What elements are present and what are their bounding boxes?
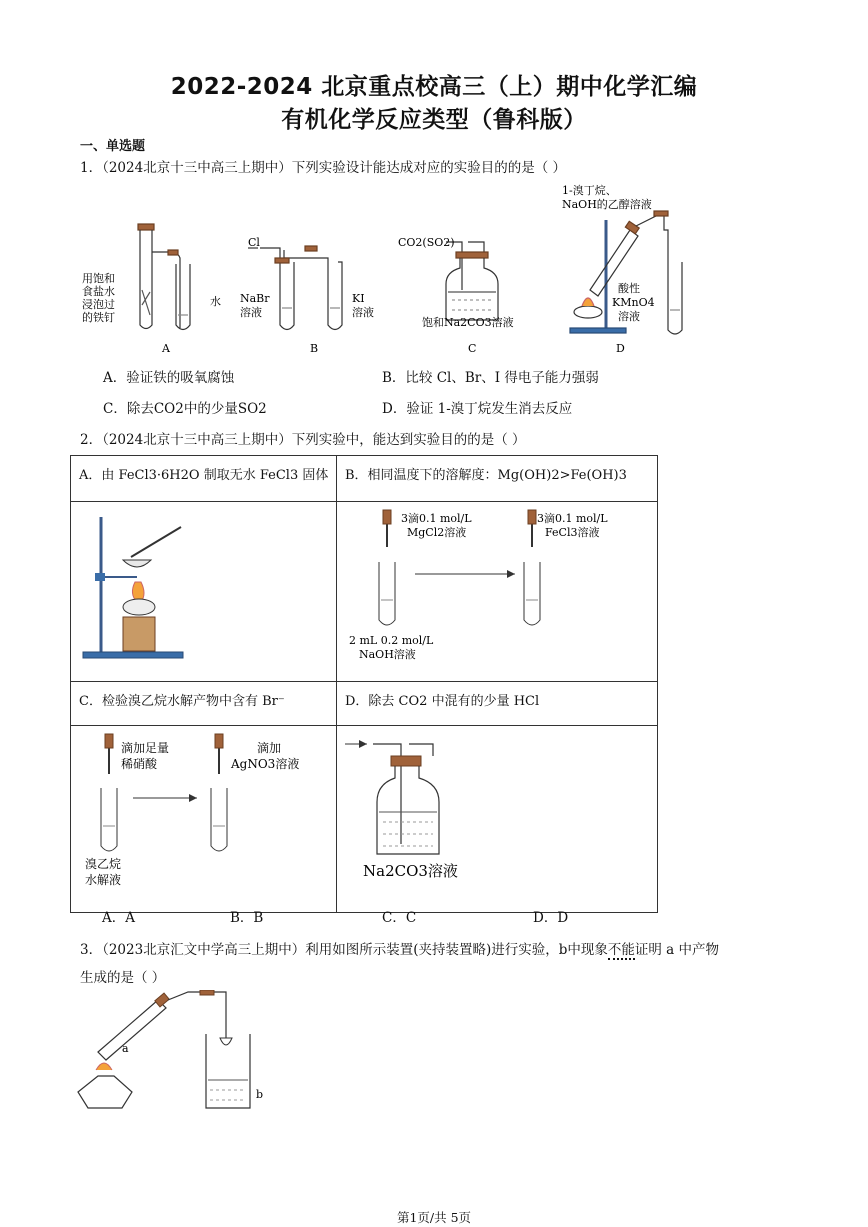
cell-b-text: B．相同温度下的溶解度：Mg(OH)2>Fe(OH)3 <box>345 468 627 483</box>
question-2-stem: 2．（2024北京十三中高三上期中）下列实验中，能达到实验目的的是（ ） <box>80 432 526 448</box>
cell-c-text: C．检验溴乙烷水解产物中含有 Br⁻ <box>79 694 285 709</box>
c-tube-line1: 溴乙烷 <box>85 857 122 871</box>
cell-c-figure <box>71 726 337 913</box>
cell-a-figure <box>71 502 337 682</box>
q2-answer-b[interactable]: B．B <box>230 910 264 926</box>
apparatus-evaporation <box>71 502 336 677</box>
d-liquid-label: Na2CO3溶液 <box>363 862 458 880</box>
cell-b-figure <box>337 502 658 682</box>
b-drop2-line1: 3滴0.1 mol/L <box>537 512 608 525</box>
d-right-label3: 溶液 <box>618 310 640 323</box>
apparatus-a <box>138 224 190 330</box>
question-3-stem-line2: 生成的是（ ） <box>80 970 166 986</box>
q3-stem-emphasis: 不能 <box>607 942 635 958</box>
apparatus-gas-wash <box>337 726 657 908</box>
b-tube-line2: NaOH溶液 <box>359 648 416 661</box>
b-drop2-line2: FeCl3溶液 <box>545 526 600 539</box>
a-label-line3: 浸泡过 <box>82 298 115 311</box>
q2-answer-a[interactable]: A．A <box>102 910 135 926</box>
question-3-figure <box>70 990 300 1120</box>
b-tube-line1: 2 mL 0.2 mol/L <box>349 634 434 647</box>
a-label-line1: 用饱和 <box>82 272 115 285</box>
c-tube-line2: 水解液 <box>85 873 122 887</box>
figure-letter-c: C <box>468 342 477 355</box>
q3-stem-part2: 证明 a 中产物 <box>634 942 720 958</box>
question-3-stem <box>80 938 800 958</box>
q1-option-d[interactable]: D．验证 1-溴丁烷发生消去反应 <box>382 401 573 417</box>
b-label-ki: KI <box>352 292 365 305</box>
q1-option-c[interactable]: C．除去CO2中的少量SO2 <box>103 401 267 417</box>
b-drop1-line1: 3滴0.1 mol/L <box>401 512 472 525</box>
a-label-line4: 的铁钉 <box>82 311 115 324</box>
q1-option-a[interactable]: A．验证铁的吸氧腐蚀 <box>103 370 235 386</box>
cell-d-text: D．除去 CO2 中混有的少量 HCl <box>345 694 540 709</box>
question-1-figure <box>70 180 730 360</box>
page-footer: 第1页/共 5页 <box>396 1210 472 1225</box>
b-label-ki-sol: 溶液 <box>352 306 374 319</box>
b-label-nabr-sol: 溶液 <box>240 306 262 319</box>
d-top-label1: 1-溴丁烷、 <box>562 184 617 197</box>
q2-answer-c[interactable]: C．C <box>382 910 417 926</box>
document-title-line1: 2022-2024 北京重点校高三（上）期中化学汇编 <box>170 74 698 100</box>
q1-option-b[interactable]: B．比较 Cl、Br、I 得电子能力强弱 <box>382 370 599 386</box>
d-top-label2: NaOH的乙醇溶液 <box>562 198 652 211</box>
figure-letter-d: D <box>616 342 625 355</box>
document-title-line2: 有机化学反应类型（鲁科版） <box>281 107 587 133</box>
apparatus-hydrolysis-test <box>71 726 336 908</box>
c-drop1-line2: 稀硝酸 <box>121 757 158 771</box>
c-gas-label: CO2(SO2) <box>398 236 455 249</box>
q3-label-b: b <box>256 1088 264 1101</box>
cell-d-figure <box>337 726 658 913</box>
c-drop2-line1: 滴加 <box>257 741 282 755</box>
d-right-label2: KMnO4 <box>612 296 655 309</box>
cell-a-text: A．由 FeCl3·6H2O 制取无水 FeCl3 固体 <box>79 468 329 483</box>
q3-label-a: a <box>122 1042 129 1055</box>
apparatus-c <box>446 242 498 320</box>
apparatus-precipitation <box>337 502 657 677</box>
q2-answer-d[interactable]: D．D <box>533 910 569 926</box>
c-drop2-line2: AgNO3溶液 <box>231 757 300 771</box>
b-label-nabr: NaBr <box>240 292 270 305</box>
a-label-line2: 食盐水 <box>82 285 115 298</box>
figure-letter-a: A <box>162 342 170 355</box>
section-heading: 一、单选题 <box>80 139 146 154</box>
question-1-stem: 1．（2024北京十三中高三上期中）下列实验设计能达成对应的实验目的的是（ ） <box>80 160 566 176</box>
c-bottom-label: 饱和Na2CO3溶液 <box>422 316 514 329</box>
b-drop1-line2: MgCl2溶液 <box>407 526 467 539</box>
figure-letter-b: B <box>310 342 319 355</box>
q3-stem-part1: 3．（2023北京汇文中学高三上期中）利用如图所示装置(夹持装置略)进行实验，b中现象 <box>80 942 608 958</box>
c-drop1-line1: 滴加足量 <box>121 741 170 755</box>
d-right-label1: 酸性 <box>618 282 640 295</box>
question-2-table <box>70 455 658 913</box>
b-gas-label: Cl <box>248 236 260 249</box>
apparatus-b <box>248 246 342 330</box>
a-label-water: 水 <box>210 295 221 308</box>
